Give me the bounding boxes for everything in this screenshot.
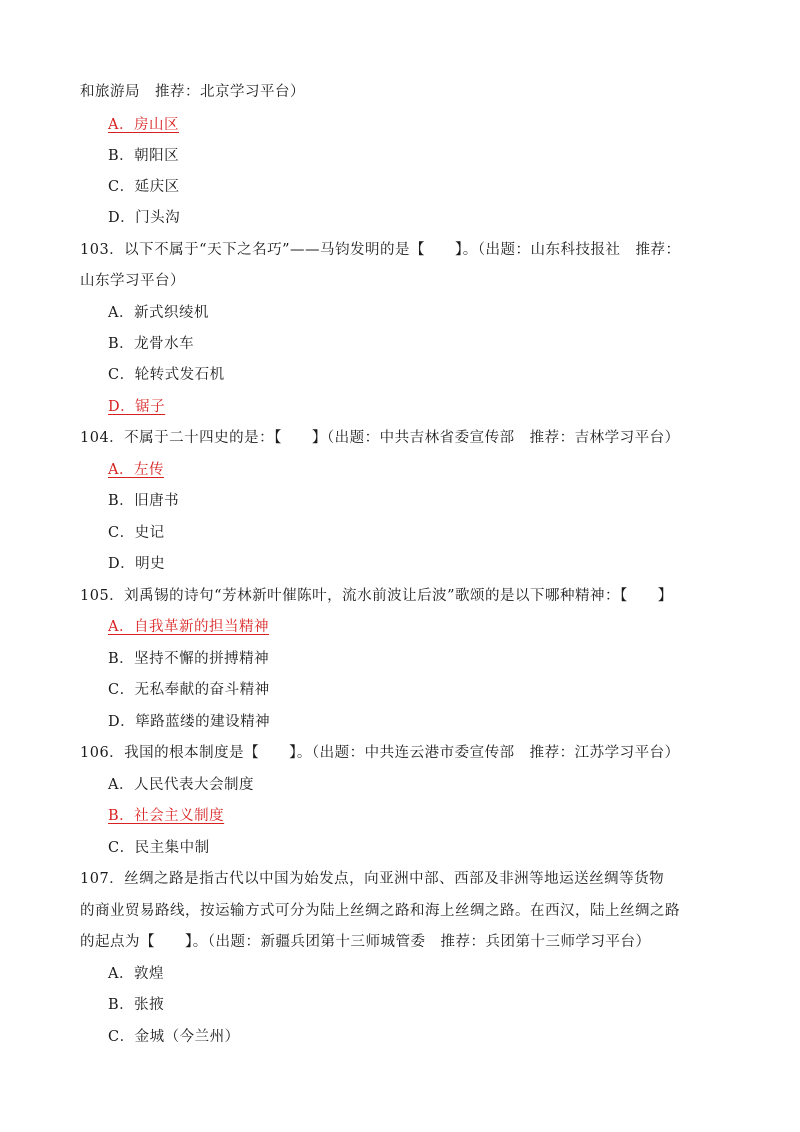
option-answer: A．左传 [108, 462, 164, 478]
option: C．民主集中制 [108, 840, 210, 856]
option: B．朝阳区 [108, 148, 180, 164]
option-answer: B．社会主义制度 [108, 808, 225, 824]
option: B．坚持不懈的拼搏精神 [108, 651, 270, 667]
option: C．金城（今兰州） [108, 1029, 240, 1045]
option-answer: D．锯子 [108, 399, 166, 415]
option: D．门头沟 [108, 210, 181, 226]
option: C．延庆区 [108, 179, 180, 195]
option: D．筚路蓝缕的建设精神 [108, 714, 271, 730]
prev-question-tail: 和旅游局 推荐：北京学习平台） [80, 84, 305, 100]
option: B．张掖 [108, 997, 165, 1013]
option-answer: A．房山区 [108, 117, 179, 133]
option: A．敦煌 [108, 966, 164, 982]
question-103-text-cont: 山东学习平台） [80, 273, 185, 289]
question-107-text: 107．丝绸之路是指古代以中国为始发点，向亚洲中部、西部及非洲等地运送丝绸等货物 [80, 871, 665, 887]
question-106-text: 106．我国的根本制度是【 】。（出题：中共连云港市委宣传部 推荐：江苏学习平台） [80, 745, 680, 761]
question-104-text: 104．不属于二十四史的是：【 】（出题：中共吉林省委宣传部 推荐：吉林学习平台） [80, 430, 680, 446]
option: C．史记 [108, 525, 165, 541]
option: D．明史 [108, 556, 166, 572]
option: C．轮转式发石机 [108, 367, 225, 383]
option-answer: A．自我革新的担当精神 [108, 619, 269, 635]
option: A．人民代表大会制度 [108, 777, 254, 793]
option: C．无私奉献的奋斗精神 [108, 682, 270, 698]
question-107-text-cont: 的商业贸易路线，按运输方式可分为陆上丝绸之路和海上丝绸之路。在西汉，陆上丝绸之路 [80, 903, 680, 919]
question-103-text: 103．以下不属于“天下之名巧”——马钧发明的是【 】。（出题：山东科技报社 推荐： [80, 242, 681, 258]
option: B．旧唐书 [108, 493, 180, 509]
option: A．新式织绫机 [108, 305, 209, 321]
question-107-text-cont: 的起点为【 】。（出题：新疆兵团第十三师城管委 推荐：兵团第十三师学习平台） [80, 934, 651, 950]
option: B．龙骨水车 [108, 336, 195, 352]
question-105-text: 105．刘禹锡的诗句“芳林新叶催陈叶，流水前波让后波”歌颂的是以下哪种精神：【 】 [80, 588, 673, 604]
